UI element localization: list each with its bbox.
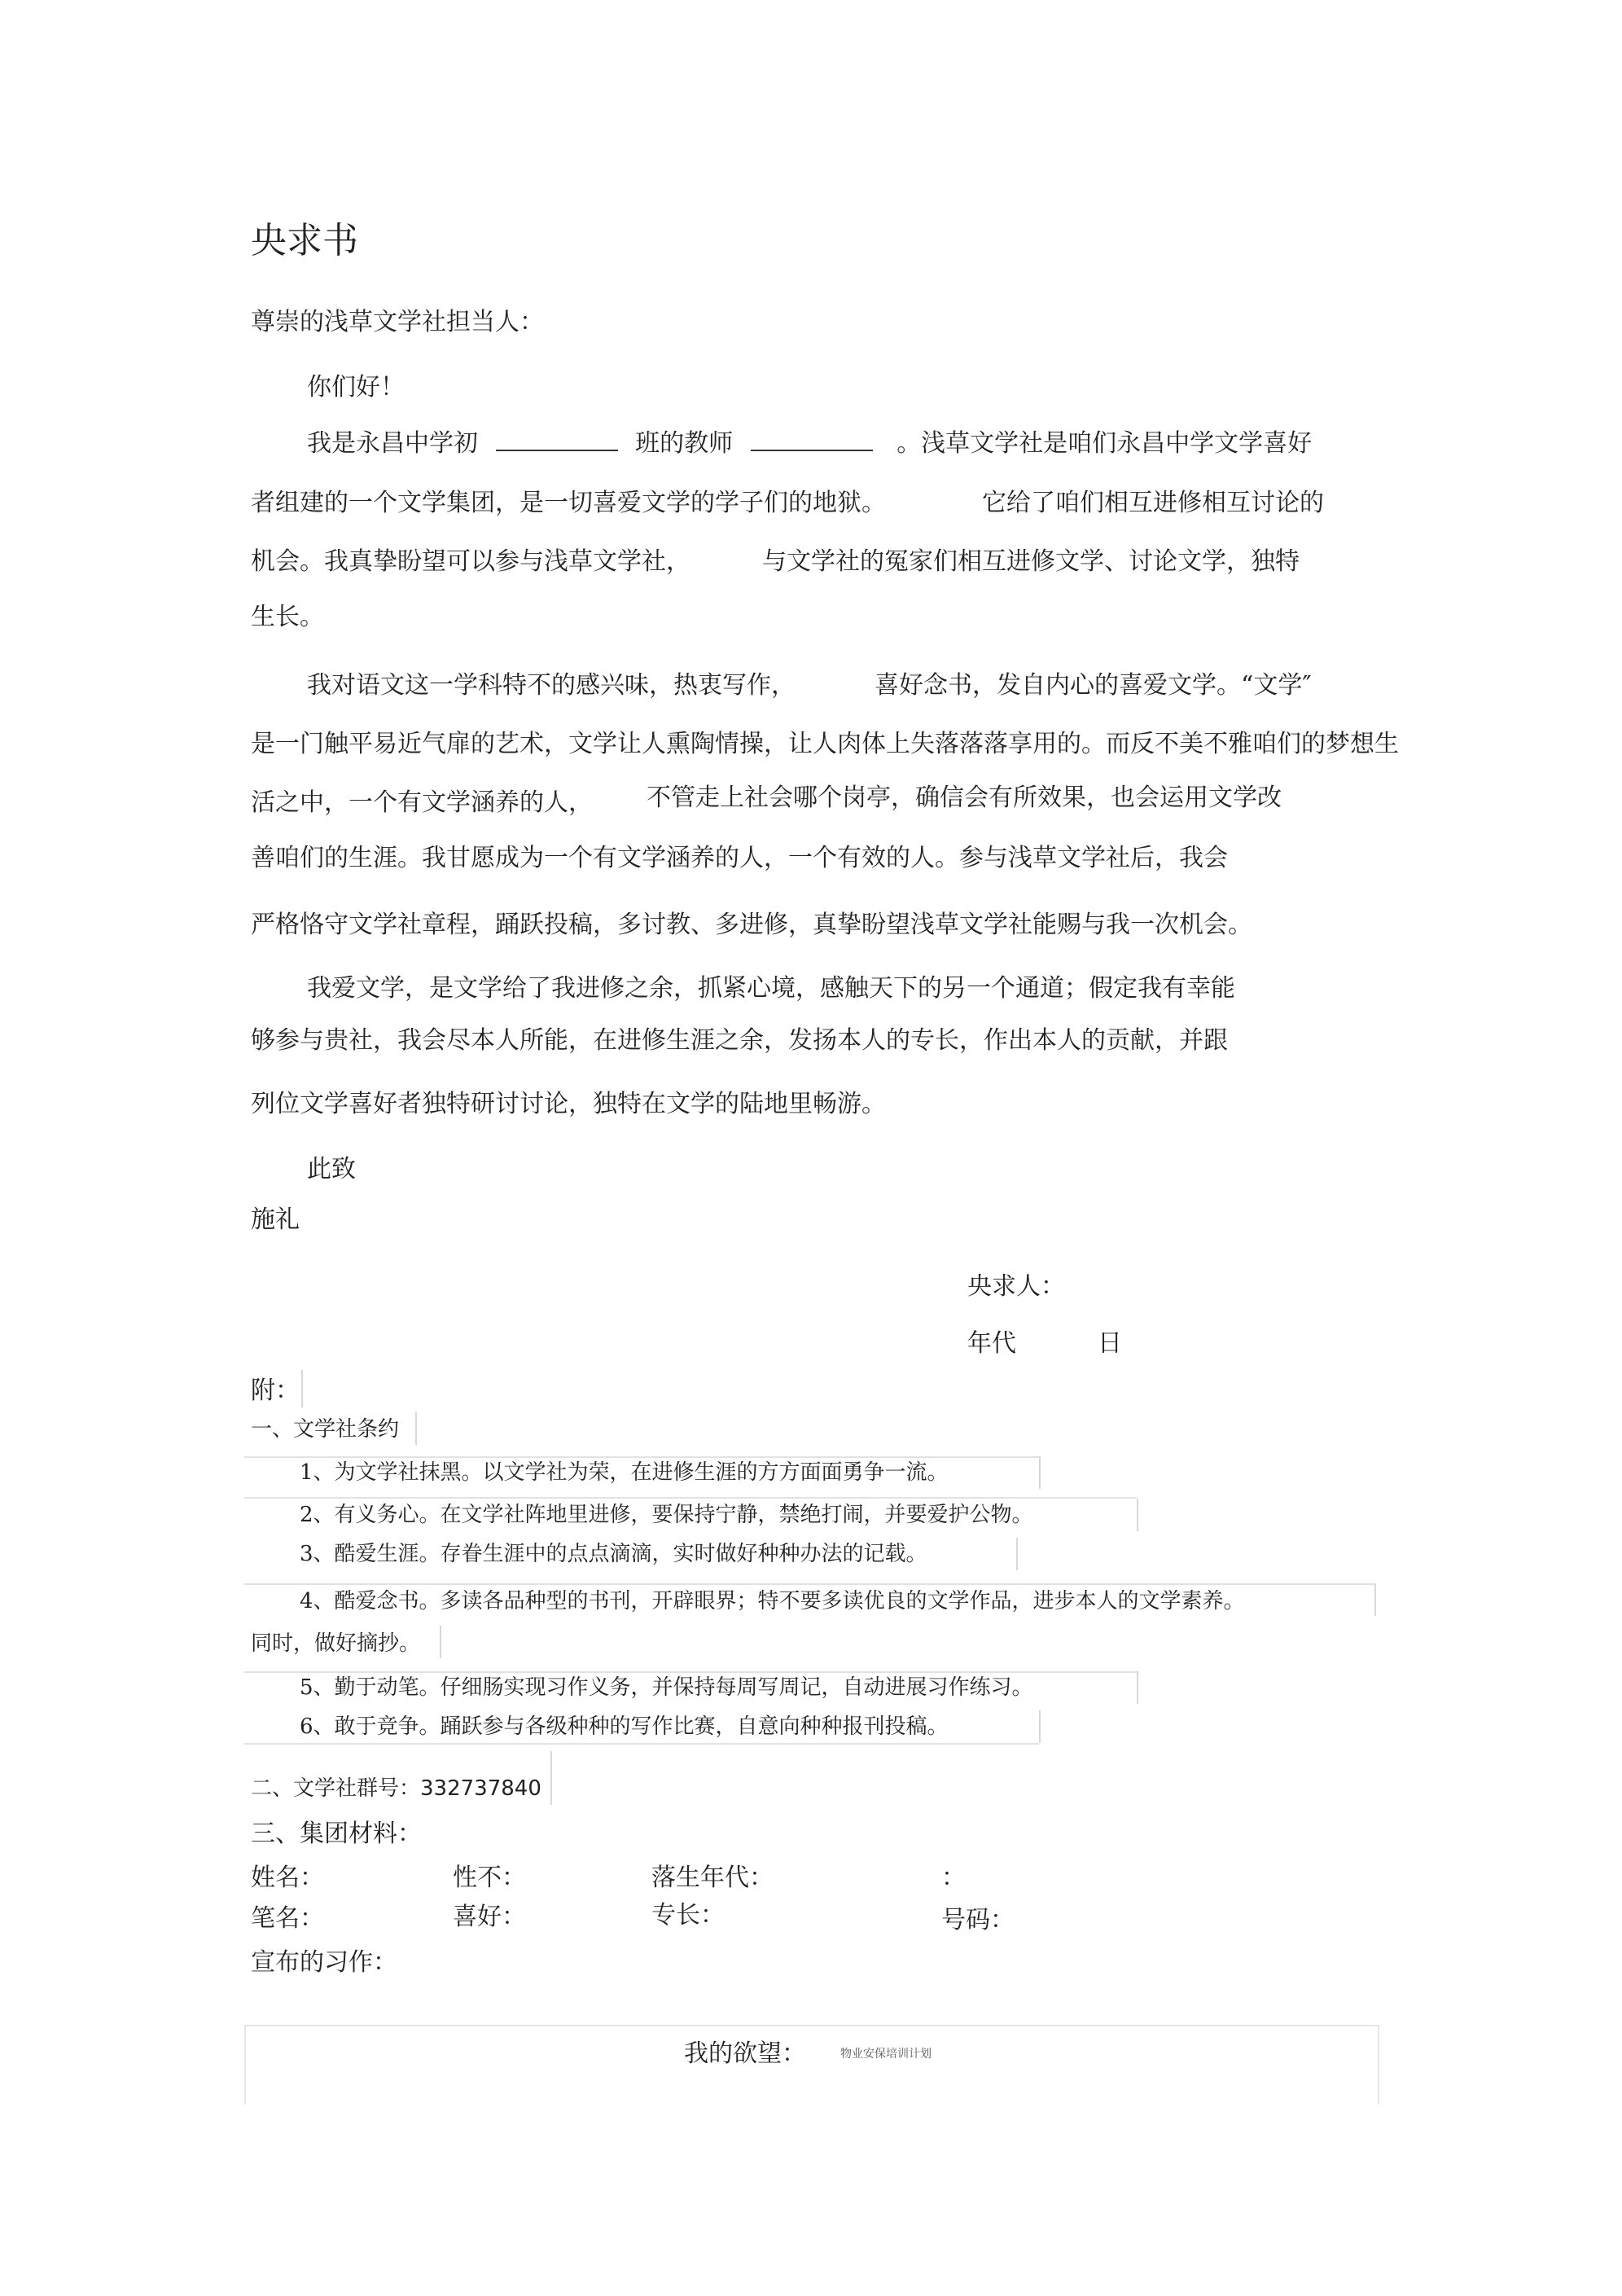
closing-cizhi: 此致 <box>307 1155 356 1183</box>
para3-line3: 列位文学喜好者独特研讨讨论，独特在文学的陆地里畅游。 <box>251 1090 886 1118</box>
rule-item-4: 4、酷爱念书。多读各品种型的书刊，开辟眼界；特不要多读优良的文学作品，进步本人的文学素养。 <box>300 1589 1245 1613</box>
day-label: 日 <box>1098 1329 1122 1358</box>
date-label: 年代 <box>967 1329 1016 1358</box>
rule-item-4-cont: 同时，做好摘抄。 <box>251 1631 421 1656</box>
penname-label: 笔名： <box>251 1904 324 1933</box>
divider <box>1137 1499 1138 1531</box>
rule-item-3: 3、酷爱生涯。存眷生涯中的点点滴滴，实时做好种种办法的记载。 <box>300 1542 927 1566</box>
divider <box>415 1412 417 1445</box>
para1-line3b: 与文学社的冤家们相互进修文学、讨论文学，独特 <box>762 547 1300 576</box>
applicant-label: 央求人： <box>967 1272 1065 1301</box>
birth-label: 落生年代： <box>651 1864 774 1892</box>
para1-line2b: 它给了咱们相互进修相互讨论的 <box>982 489 1324 517</box>
para1-text-a: 我是永昌中学初 <box>307 429 478 458</box>
divider <box>244 1743 1039 1745</box>
class-blank[interactable] <box>496 425 618 451</box>
rule-item-6: 6、敢于竞争。踊跃参与各级种种的写作比赛，自意向种种报刊投稿。 <box>300 1714 949 1739</box>
rule-item-2: 2、有义务心。在文学社阵地里进修，要保持宁静，禁绝打闹，并要爱护公物。 <box>300 1503 1033 1527</box>
divider <box>550 1751 552 1805</box>
section-2-label: 二、文学社群号： <box>251 1776 421 1801</box>
divider <box>301 1370 303 1407</box>
salutation: 尊崇的浅草文学社担当人： <box>251 308 544 336</box>
appendix-label: 附： <box>251 1376 300 1405</box>
para1-line3a: 机会。我真挚盼望可以参与浅草文学社， <box>251 547 690 576</box>
divider <box>244 1583 1374 1585</box>
works-label: 宣布的习作： <box>251 1948 397 1977</box>
wish-label: 我的欲望： <box>684 2039 806 2068</box>
divider <box>1374 1583 1376 1616</box>
greeting: 你们好！ <box>307 373 405 402</box>
closing-shili: 施礼 <box>251 1205 300 1234</box>
para2-line3a: 活之中，一个有文学涵养的人， <box>251 788 593 817</box>
para2-line3b: 不管走上社会哪个岗亭，确信会有所效果，也会运用文学改 <box>647 784 1282 812</box>
wish-box-left <box>244 2025 246 2105</box>
section-3-heading: 三、集团材料： <box>251 1820 422 1848</box>
para2-line5: 严格恪守文学社章程，踊跃投稿，多讨教、多进修，真挚盼望浅草文学社能赐与我一次机会。 <box>251 911 1252 939</box>
para2-line2: 是一门触平易近气扉的艺术，文学让人熏陶情操，让人肉体上失落落落享用的。而反不美不雅咱们的梦想生 <box>251 730 1399 758</box>
colon-mark: ： <box>941 1864 966 1892</box>
name-label: 姓名： <box>251 1864 324 1892</box>
hobby-label: 喜好： <box>453 1903 526 1931</box>
para1-line4: 生长。 <box>251 603 324 631</box>
para2-line4: 善咱们的生涯。我甘愿成为一个有文学涵养的人，一个有效的人。参与浅草文学社后，我会 <box>251 844 1228 872</box>
phone-label: 号码： <box>941 1906 1015 1934</box>
para1-line2a: 者组建的一个文学集团，是一切喜爱文学的学子们的地狱。 <box>251 489 886 517</box>
divider <box>1016 1538 1018 1570</box>
wish-note: 物业安保培训计划 <box>840 2048 932 2061</box>
divider <box>1137 1671 1138 1704</box>
para3-line1: 我爱文学，是文学给了我进修之余，抓紧心境，感触天下的另一个通道；假定我有幸能 <box>307 974 1235 1003</box>
para2-line1b: 喜好念书，发自内心的喜爱文学。“文学″ <box>875 671 1312 700</box>
section-1-heading: 一、文学社条约 <box>251 1417 400 1442</box>
para1-text-c: 。浅草文学社是咱们永昌中学文学喜好 <box>896 429 1313 458</box>
gender-label: 性不： <box>453 1864 526 1892</box>
teacher-blank[interactable] <box>751 425 873 451</box>
wish-box-right <box>1378 2025 1379 2105</box>
para2-line1a: 我对语文这一学科特不的感兴味，热衷写作， <box>307 671 796 700</box>
divider <box>1039 1710 1041 1743</box>
rule-item-5: 5、勤于动笔。仔细肠实现习作义务，并保持每周写周记，自动进展习作练习。 <box>300 1675 1033 1700</box>
specialty-label: 专长： <box>651 1901 725 1929</box>
para1-line1 <box>307 425 1312 460</box>
para1-text-b: 班的教师 <box>635 429 734 458</box>
section-2-heading <box>251 1774 541 1803</box>
divider <box>244 1497 1137 1499</box>
para3-line2: 够参与贵社，我会尽本人所能，在进修生涯之余，发扬本人的专长，作出本人的贡献，并跟 <box>251 1026 1228 1055</box>
divider <box>440 1626 441 1658</box>
divider <box>1039 1456 1041 1489</box>
group-number: 332737840 <box>420 1776 541 1801</box>
rule-item-1: 1、为文学社抹黑。以文学社为荣，在进修生涯的方方面面勇争一流。 <box>300 1460 949 1485</box>
wish-box-top <box>244 2025 1378 2026</box>
page-title: 央求书 <box>251 220 358 261</box>
